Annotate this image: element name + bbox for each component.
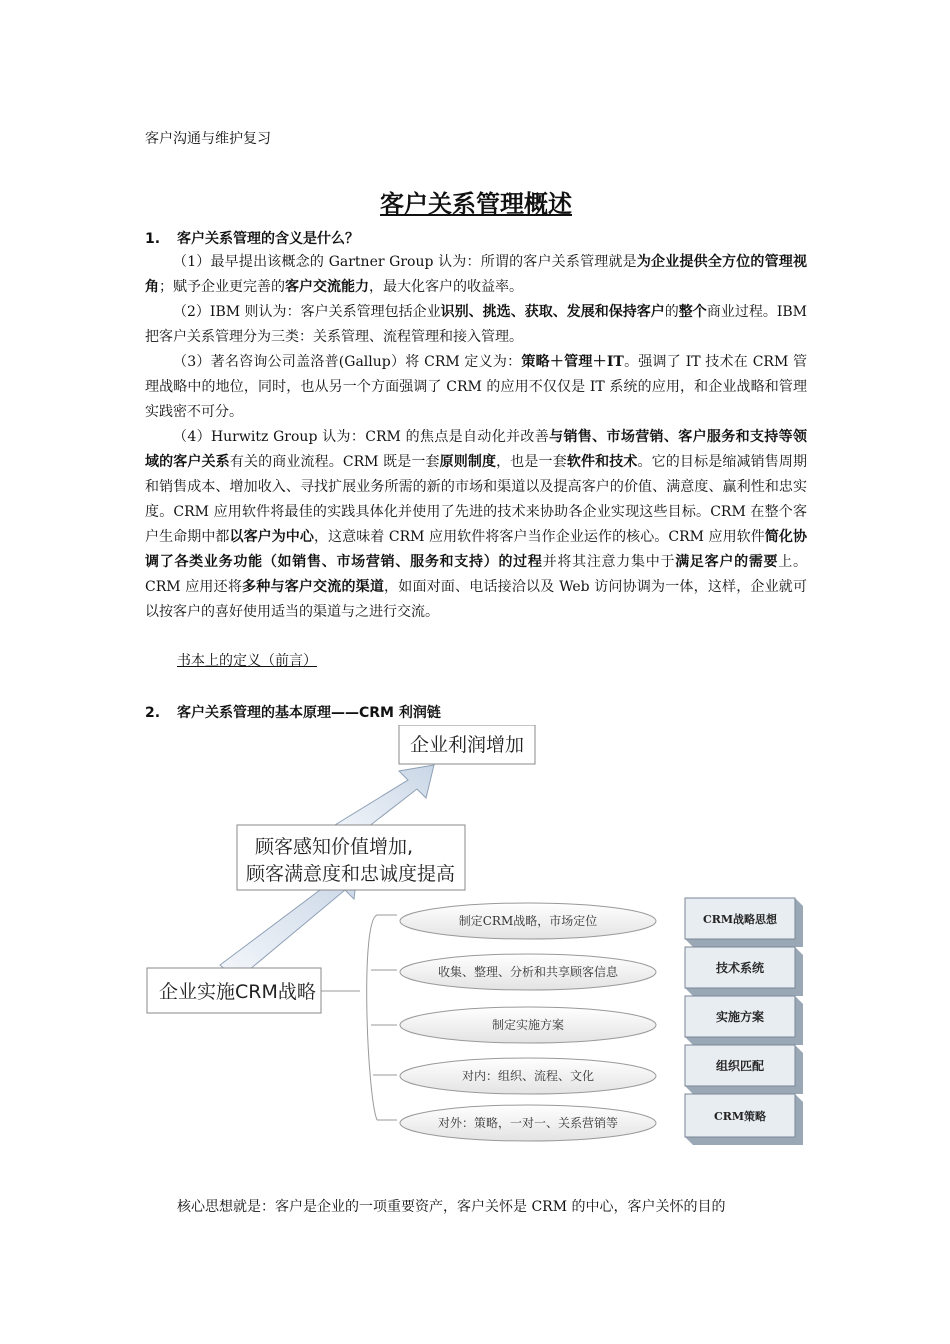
box-customer-value-line2: 顾客满意度和忠诚度提高 — [246, 863, 456, 885]
p4-text: ，如面对面、电话接洽以及 Web 访问协调为一体，这样，企业就可以按客户的喜好使用适当的渠道与之进行交流。 — [145, 579, 808, 620]
stack-block — [685, 996, 803, 1045]
ellipse-label: 制定CRM战略，市场定位 — [458, 914, 598, 928]
p1-bold: 为企业提供全方位的管理视角 — [145, 254, 808, 295]
textbook-note: 书本上的定义（前言） — [177, 653, 317, 669]
box-profit-increase-label: 企业利润增加 — [409, 734, 525, 756]
p4-bold: 简化协调了各类业务功能（如销售、市场营销、服务和支持）的过程 — [145, 529, 808, 570]
p4-text: （4）Hurwitz Group 认为：CRM 的焦点是自动化并改善 — [173, 429, 550, 445]
p4-text: 有关的商业流程。CRM 既是一套 — [229, 454, 440, 470]
p4-bold: 多种与客户交流的渠道 — [242, 579, 385, 595]
connector-mid — [371, 970, 397, 1075]
ellipse-label: 制定实施方案 — [491, 1018, 565, 1032]
p4-text: 。它的目标是缩减销售周期和销售成本、增加收入、寻找扩展业务所需的新的市场和渠道以及提高客户的价值、满意度、赢利性和忠实度。CRM 应用软件将最佳的实践具体化并使用了先进的技术来协助各企业实现这些目标。CRM 在整个客户生命期中都 — [145, 454, 808, 545]
p4-text: 上。CRM 应用还将 — [145, 554, 808, 595]
ellipse-label: 对内：组织、流程、文化 — [461, 1069, 595, 1083]
paragraph-2 — [145, 300, 807, 350]
p4-bold: 满足客户的需要 — [675, 554, 779, 570]
connector-lines — [321, 915, 397, 1120]
question-1-text: 客户关系管理的含义是什么？ — [177, 231, 359, 247]
question-2-number: 2. — [145, 705, 161, 721]
stack-block — [685, 1094, 803, 1145]
paragraph-3 — [145, 350, 807, 425]
p4-bold: 以客户为中心 — [229, 529, 314, 545]
box-customer-value-line1: 顾客感知价值增加, — [255, 836, 414, 858]
page-title: 客户关系管理概述 — [380, 190, 572, 218]
ellipse-item — [400, 954, 656, 990]
ellipse-label: 收集、整理、分析和共享顾客信息 — [437, 965, 619, 979]
ellipse-label: 对外：策略，一对一、关系营销等 — [437, 1116, 619, 1130]
p3-bold: 策略＋管理＋IT — [521, 354, 624, 370]
ellipse-item — [400, 1105, 656, 1141]
header-note: 客户沟通与维护复习 — [145, 131, 271, 147]
block-label: 实施方案 — [715, 1010, 765, 1024]
stack-block — [685, 1045, 803, 1094]
p4-bold: 软件和技术 — [566, 454, 638, 470]
ellipse-item — [400, 1007, 656, 1043]
p4-text: ，也是一套 — [496, 454, 567, 470]
block-stack — [685, 898, 803, 1145]
p3-text: （3）著名咨询公司盖洛普(Gallup）将 CRM 定义为： — [173, 354, 522, 370]
p2-bold: 识别、挑选、获取、发展和保持客户 — [440, 304, 665, 320]
p1-text: ；赋予企业更完善的 — [159, 279, 285, 295]
crm-profit-chain-diagram — [145, 725, 807, 1155]
definition-body — [145, 250, 807, 625]
question-2-text: 客户关系管理的基本原理——CRM 利润链 — [177, 705, 441, 721]
question-1-heading — [145, 228, 359, 248]
block-label: 技术系统 — [715, 961, 765, 975]
block-label: 组织匹配 — [715, 1059, 765, 1073]
p2-bold: 整个 — [678, 304, 707, 320]
paragraph-4 — [145, 425, 807, 625]
core-idea-text: 核心思想就是：客户是企业的一项重要资产，客户关怀是 CRM 的中心，客户关怀的目的 — [177, 1199, 726, 1215]
p4-text: ，这意味着 CRM 应用软件将客户当作企业运作的核心。CRM 应用软件 — [313, 529, 765, 545]
p1-text: （1）最早提出该概念的 Gartner Group 认为：所谓的客户关系管理就是 — [173, 254, 637, 270]
stack-block — [685, 947, 803, 996]
p2-text: （2）IBM 则认为：客户关系管理包括企业 — [173, 304, 441, 320]
question-2-heading — [145, 702, 441, 722]
p1-text: ，最大化客户的收益率。 — [369, 279, 523, 295]
p4-bold: 与销售、市场营销、客户服务和支持等领域的客户关系 — [145, 429, 808, 470]
paragraph-1 — [145, 250, 807, 300]
stack-block — [685, 898, 803, 947]
p3-text: 。强调了 IT 技术在 CRM 管理战略中的地位，同时，也从另一个方面强调了 CRM 的应用不仅仅是 IT 系统的应用，和企业战略和管理实践密不可分。 — [145, 354, 807, 420]
p2-text: 商业过程。IBM 把客户关系管理分为三类：关系管理、流程管理和接入管理。 — [145, 304, 808, 345]
p4-text: 并将其注意力集中于 — [542, 554, 676, 570]
p1-bold: 客户交流能力 — [285, 279, 369, 295]
block-label: CRM策略 — [713, 1110, 767, 1123]
p2-text: 的 — [664, 304, 679, 320]
ellipse-item — [400, 1058, 656, 1094]
ellipse-item — [400, 903, 656, 939]
block-label: CRM战略思想 — [702, 913, 778, 926]
question-1-number: 1. — [145, 231, 161, 247]
box-crm-strategy-label: 企业实施CRM战略 — [159, 981, 316, 1003]
ellipse-list — [400, 903, 656, 1141]
p4-bold: 原则制度 — [439, 454, 497, 470]
